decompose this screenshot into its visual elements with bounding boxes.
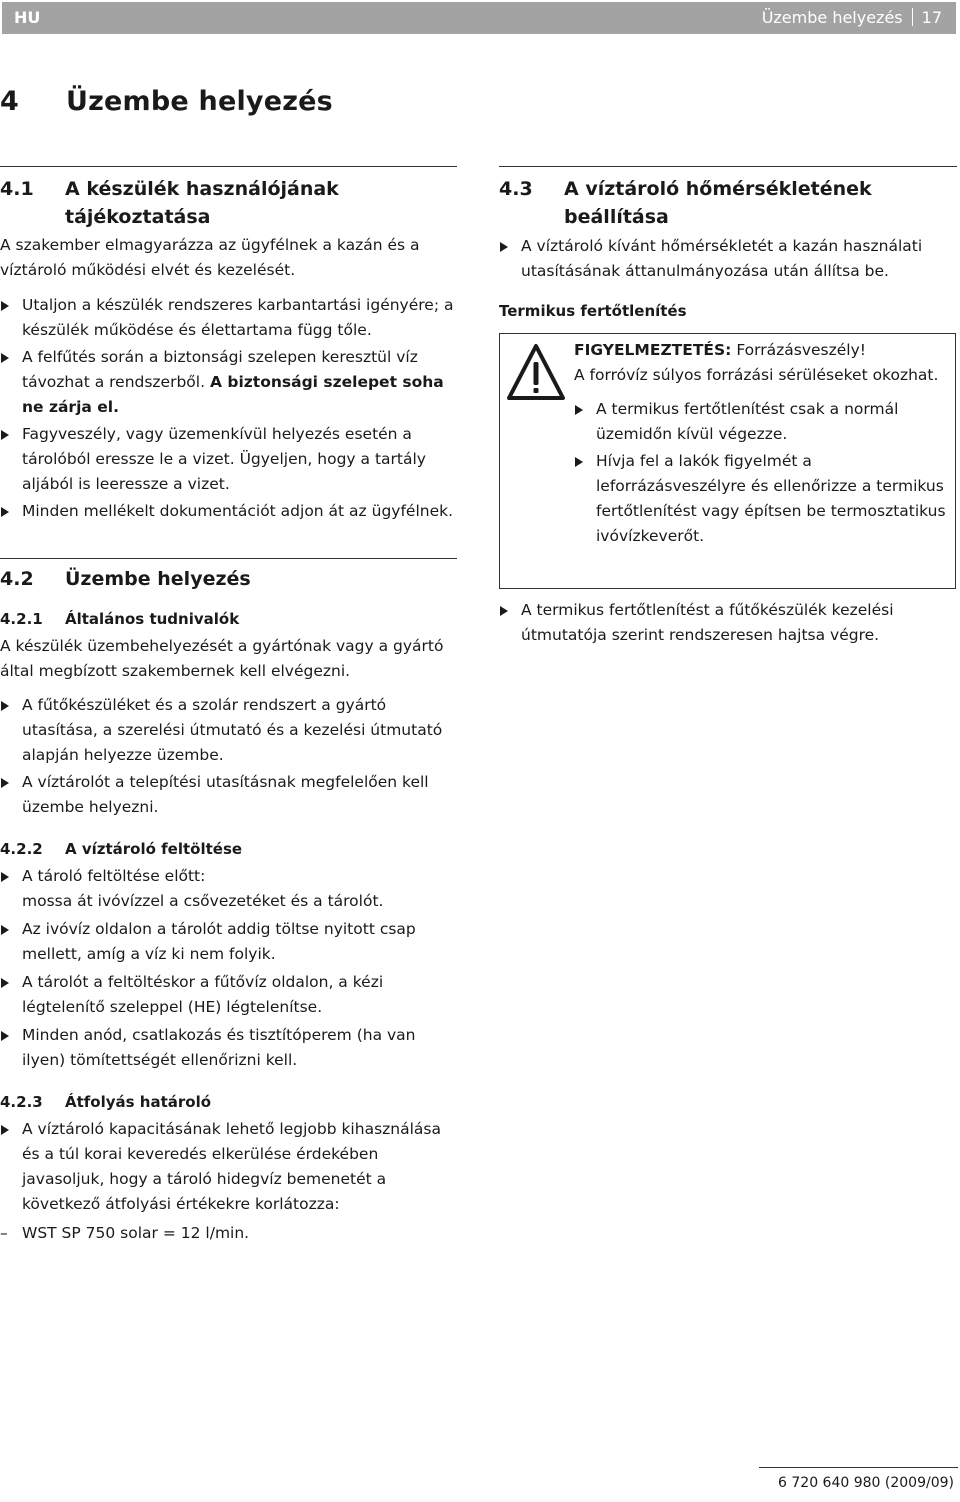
list-item xyxy=(0,770,457,820)
list-item-text: Minden anód, csatlakozás és tisztítóperem (ha van ilyen) tömítettségét ellenőrizni kell. xyxy=(22,1026,416,1069)
section-4-2-1-steps xyxy=(0,693,457,820)
list-item xyxy=(574,449,946,549)
bullet-triangle-icon xyxy=(1,1125,9,1135)
bullet-triangle-icon xyxy=(1,1031,9,1041)
bullet-triangle-icon xyxy=(1,353,9,363)
section-4-2-1-intro: A készülék üzembehelyezését a gyártónak vagy a gyártó által megbízott szakembernek kell elvégezni. xyxy=(0,637,444,680)
list-item-text: A víztároló kívánt hőmérsékletét a kazán használati utasításának áttanulmányozása után állítsa be. xyxy=(521,237,923,280)
section-number: 4.1 xyxy=(0,178,34,200)
final-steps xyxy=(499,598,957,648)
bullet-triangle-icon xyxy=(1,778,9,788)
dash-list-item xyxy=(0,1221,457,1246)
warning-box xyxy=(499,333,956,589)
bullet-triangle-icon xyxy=(500,606,508,616)
footer-rule xyxy=(759,1467,958,1468)
thermal-disinfection-heading: Termikus fertőtlenítés xyxy=(499,302,687,320)
section-4-2-2-steps xyxy=(0,864,457,1073)
list-item xyxy=(0,422,457,497)
list-item xyxy=(0,1117,457,1217)
list-item xyxy=(0,1023,457,1073)
list-item-text: A tárolót a feltöltéskor a fűtővíz oldalon, a kézi légtelenítő szeleppel (HE) légtelenítse. xyxy=(22,973,384,1016)
section-title: A víztároló hőmérsékletének beállítása xyxy=(564,178,872,228)
section-4-3-steps xyxy=(499,234,957,284)
dash-marker: – xyxy=(0,1224,8,1242)
section-4-3-heading xyxy=(499,175,957,231)
list-item-text: A tároló feltöltése előtt: xyxy=(22,867,206,885)
list-item xyxy=(0,970,457,1020)
warning-label: FIGYELMEZTETÉS: xyxy=(574,341,732,359)
list-item xyxy=(0,499,457,524)
subsection-number: 4.2.3 xyxy=(0,1093,43,1111)
list-item-text: A termikus fertőtlenítést csak a normál üzemidőn kívül végezze. xyxy=(596,400,899,443)
warning-content xyxy=(574,338,946,549)
warning-triangle-icon xyxy=(505,342,567,404)
list-item xyxy=(499,234,957,284)
list-item-text: A felfűtés során a biztonsági szelepen keresztül víz távozhat a rendszerből. xyxy=(22,348,418,391)
bullet-triangle-icon xyxy=(500,242,508,252)
page-number: 17 xyxy=(921,8,942,27)
warning-title xyxy=(574,338,946,363)
header-right xyxy=(762,8,942,27)
bullet-triangle-icon xyxy=(1,507,9,517)
bullet-triangle-icon xyxy=(1,872,9,882)
section-title: Üzembe helyezés xyxy=(65,568,251,590)
list-item-text: Minden mellékelt dokumentációt adjon át az ügyfélnek. xyxy=(22,502,454,520)
section-number: 4.2 xyxy=(0,568,34,590)
bullet-triangle-icon xyxy=(1,978,9,988)
dash-item-text: WST SP 750 solar = 12 l/min. xyxy=(22,1224,250,1242)
subsection-title: Átfolyás határoló xyxy=(65,1093,212,1111)
header-separator xyxy=(912,8,913,26)
subsection-title: Általános tudnivalók xyxy=(65,610,240,628)
list-item-text: Hívja fel a lakók figyelmét a leforrázásveszélyre és ellenőrizze a termikus fertőtlenítést vagy építsen be termosztatikus ivóvízkeverőt. xyxy=(596,452,946,545)
section-4-2-3-steps xyxy=(0,1117,457,1217)
warning-label-rest: Forrázásveszély! xyxy=(736,341,866,359)
section-title: A készülék használójának tájékoztatása xyxy=(65,178,339,228)
list-item xyxy=(0,864,457,914)
left-column xyxy=(0,166,457,1246)
header-section-title: Üzembe helyezés xyxy=(761,8,903,27)
list-item xyxy=(574,397,946,447)
warning-text: A forróvíz súlyos forrázási sérüléseket okozhat. xyxy=(574,366,939,384)
section-number: 4.3 xyxy=(499,178,533,200)
bullet-triangle-icon xyxy=(1,430,9,440)
list-item xyxy=(0,345,457,420)
subsection-number: 4.2.2 xyxy=(0,840,43,858)
bullet-triangle-icon xyxy=(1,701,9,711)
list-item-text: Az ivóvíz oldalon a tárolót addig töltse nyitott csap mellett, amíg a víz ki nem folyik. xyxy=(22,920,416,963)
bullet-triangle-icon xyxy=(1,925,9,935)
list-item-text: Utaljon a készülék rendszeres karbantartási igényére; a készülék működése és élettartama függ tőle. xyxy=(22,296,454,339)
chapter-title xyxy=(0,86,333,117)
warning-steps xyxy=(574,397,946,549)
bullet-triangle-icon xyxy=(1,301,9,311)
list-item xyxy=(0,293,457,343)
section-4-1-heading xyxy=(0,175,457,231)
section-4-1-intro: A szakember elmagyarázza az ügyfélnek a kazán és a víztároló működési elvét és kezelését. xyxy=(0,236,420,279)
section-4-2-1-heading xyxy=(0,608,457,630)
list-item-text: A termikus fertőtlenítést a fűtőkészülék kezelési útmutatója szerint rendszeresen hajtsa végre. xyxy=(521,601,894,644)
list-item-text: A fűtőkészüléket és a szolár rendszert a gyártó utasítása, a szerelési útmutató és a kezelési útmutató alapján helyezze üzembe. xyxy=(22,696,443,764)
list-item-text: mossa át ivóvízzel a csővezetéket és a tárolót. xyxy=(22,892,384,910)
section-4-1-steps xyxy=(0,293,457,524)
bullet-triangle-icon xyxy=(575,405,583,415)
chapter-title-text: Üzembe helyezés xyxy=(66,86,333,117)
list-item xyxy=(0,917,457,967)
list-item-bold-text: A biztonsági szelepet soha ne zárja el. xyxy=(22,373,444,416)
section-rule xyxy=(0,166,457,167)
subsection-title: A víztároló feltöltése xyxy=(65,840,243,858)
section-4-2-3-heading xyxy=(0,1091,457,1113)
page-header xyxy=(2,2,956,34)
list-item-text: A víztárolót a telepítési utasításnak megfelelően kell üzembe helyezni. xyxy=(22,773,429,816)
list-item-text: A víztároló kapacitásának lehető legjobb kihasználása és a túl korai keveredés elkerülése érdekében javasoljuk, hogy a tároló hidegvíz bemenetét a következő átfolyási értékekre korlátozza: xyxy=(22,1120,441,1213)
section-4-2-2-heading xyxy=(0,838,457,860)
bullet-triangle-icon xyxy=(575,457,583,467)
section-rule xyxy=(499,166,957,167)
document-code: 6 720 640 980 (2009/09) xyxy=(778,1475,954,1491)
subsection-number: 4.2.1 xyxy=(0,610,43,628)
language-code: HU xyxy=(14,8,41,27)
list-item xyxy=(0,693,457,768)
right-column xyxy=(499,166,957,648)
section-rule xyxy=(0,558,457,559)
section-4-2-heading xyxy=(0,565,457,593)
list-item xyxy=(499,598,957,648)
list-item-text: Fagyveszély, vagy üzemenkívül helyezés esetén a tárolóból eressze le a vizet. Ügyeljen, hogy a tartály aljából is leeressze a vizet. xyxy=(22,425,426,493)
chapter-number: 4 xyxy=(0,86,19,117)
